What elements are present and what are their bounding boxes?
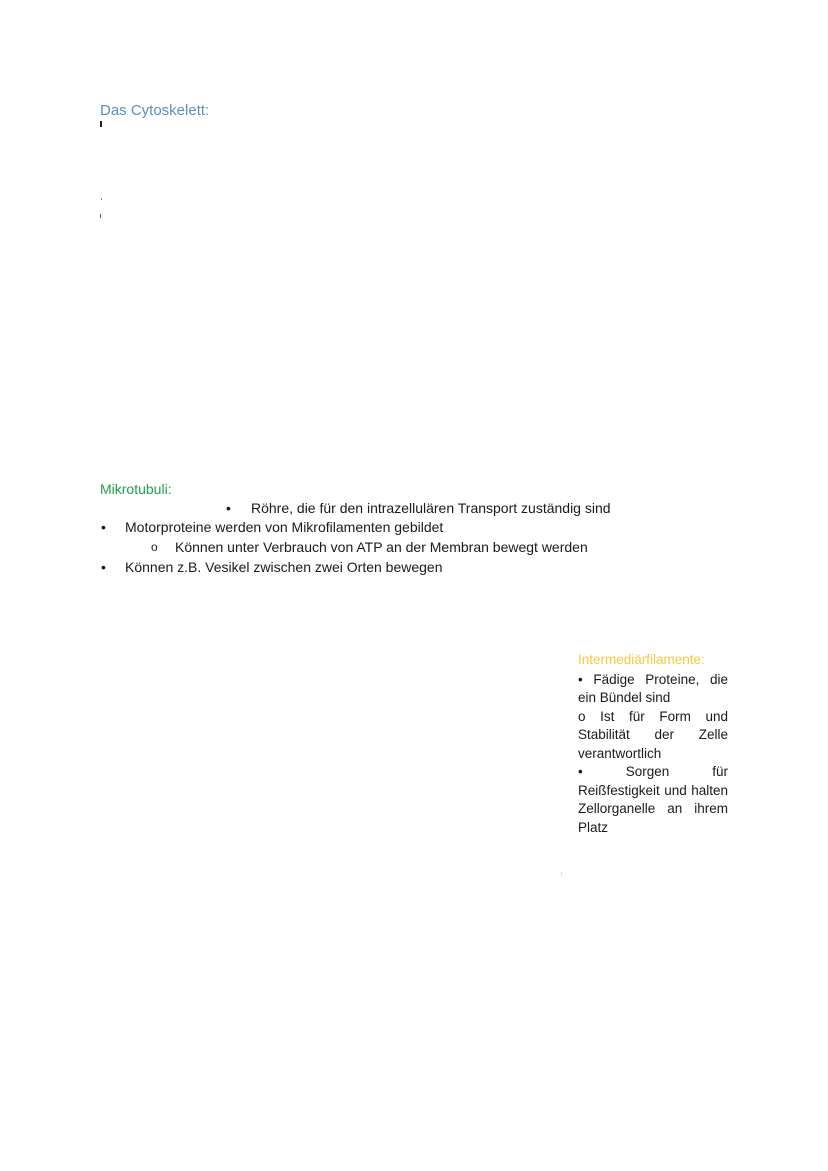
list-item: Können unter Verbrauch von ATP an der Membran bewegt werden [175, 539, 588, 555]
sub-bullet-marker: o [151, 540, 158, 554]
paragraph: o Ist für Form und Stabilität der Zelle verantwortlich [578, 708, 728, 761]
intermediarfilamente-heading: Intermediärfilamente: [578, 652, 705, 667]
paragraph: • Sorgen für Reißfestigkeit und halten Zellorganelle an ihrem Platz [578, 764, 728, 835]
list-item: Motorproteine werden von Mikrofilamenten gebildet [125, 519, 444, 535]
mikrotubuli-heading: Mikrotubuli: [100, 481, 172, 497]
page-title: Das Cytoskelett: [100, 102, 210, 119]
list-item: Können z.B. Vesikel zwischen zwei Orten bewegen [125, 559, 443, 575]
intermediarfilamente-section [578, 651, 728, 837]
bullet-marker: • [101, 519, 106, 535]
stray-mark [100, 214, 101, 218]
stray-mark [100, 121, 102, 127]
bullet-marker: • [226, 500, 231, 516]
stray-mark [561, 872, 562, 876]
stray-mark [101, 198, 102, 200]
paragraph: • Fädige Proteine, die ein Bündel sind [578, 671, 728, 705]
list-item: Röhre, die für den intrazellulären Transport zuständig sind [251, 500, 611, 516]
bullet-marker: • [101, 559, 106, 575]
